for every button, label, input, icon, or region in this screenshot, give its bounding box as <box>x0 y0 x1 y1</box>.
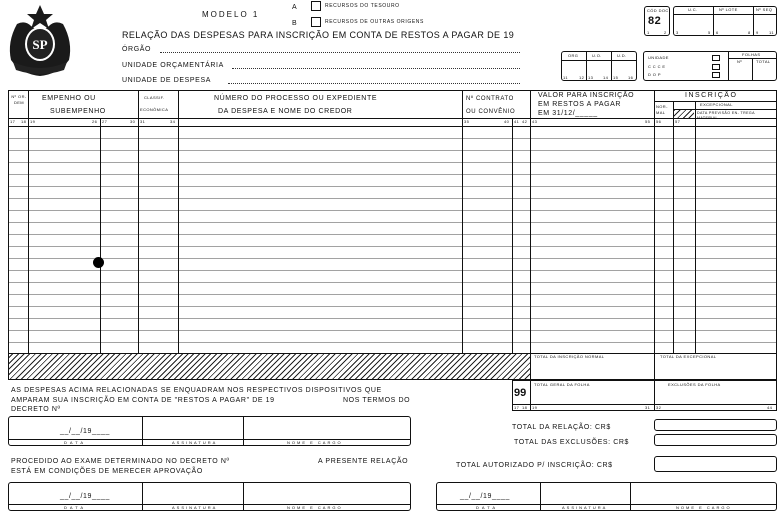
declaration-line-3: DECRETO Nº <box>11 406 61 413</box>
orgao-field[interactable] <box>160 52 520 53</box>
folhas-no-label: Nº <box>737 59 743 64</box>
signature-2-nome-cargo-label: NOME E CARGO <box>287 505 343 510</box>
org-num-13: 13 <box>588 75 594 80</box>
hatched-strip <box>9 353 530 379</box>
declaration-line-2b: NOS TERMOS DO <box>343 397 411 404</box>
procedure-line-1: PROCEDIDO AO EXAME DETERMINADO NO DECRETO Nº <box>11 458 230 465</box>
tg-num-31: 31 <box>645 405 651 410</box>
hole-punch <box>93 257 104 268</box>
total-relacao-field[interactable] <box>654 419 777 431</box>
col-data-previsao-header: DATA PREVISÃO EN- TREGA MATERIAL <box>697 111 755 120</box>
signature-2-assinatura-label: ASSINATURA <box>172 505 218 510</box>
tr-num-3: 3 <box>676 30 679 35</box>
seq-label: Nº SEQ <box>756 7 773 12</box>
modelo-label: MODELO 1 <box>202 10 260 19</box>
doc-code-num-2: 2 <box>664 30 667 35</box>
option-b-checkbox[interactable] <box>311 17 321 27</box>
signature-3-nome-cargo-label: NOME E CARGO <box>676 505 732 510</box>
tg-num-44: 44 <box>767 405 773 410</box>
option-b-label: RECURSOS DE OUTRAS ORIGENS <box>325 19 424 25</box>
unidade-orcamentaria-label: UNIDADE ORÇAMENTÁRIA <box>122 62 224 69</box>
total-exclusoes-label: TOTAL DAS EXCLUSÕES: CR$ <box>514 439 630 446</box>
ccce-checkbox[interactable] <box>712 64 720 70</box>
exclusoes-folha-field[interactable] <box>655 389 776 404</box>
col-num-40: 40 <box>504 119 510 124</box>
tg-num-17: 17 <box>514 405 520 410</box>
procedure-line-2: ESTÁ EM CONDIÇÕES DE MERECER APROVAÇÃO <box>11 468 203 475</box>
col-num-41: 41 <box>514 119 520 124</box>
excepcional-hatch <box>674 110 694 118</box>
folhas-label: FOLHAS <box>742 52 761 57</box>
declaration-line-1: AS DESPESAS ACIMA RELACIONADAS SE ENQUADRAM NOS RESPECTIVOS DISPOSITIVOS QUE <box>11 387 382 394</box>
entry-rows[interactable] <box>9 127 776 353</box>
exclusoes-folha-label: EXCLUSÕES DA FOLHA <box>668 382 721 387</box>
col-normal-header: NOR- MAL <box>656 104 668 115</box>
doc-code-value: 82 <box>648 15 662 27</box>
ud-label: U.D. <box>617 53 627 58</box>
form-title: RELAÇÃO DAS DESPESAS PARA INSCRIÇÃO EM CONTA DE RESTOS A PAGAR DE 19 <box>122 30 515 40</box>
declaration-line-2: AMPARAM SUA INSCRIÇÃO EM CONTA DE "RESTOS A PAGAR" DE 19 <box>11 397 275 404</box>
orgao-label: ÓRGÃO <box>122 46 152 53</box>
total-geral-field[interactable] <box>531 389 654 404</box>
code-99: 99 <box>514 387 527 399</box>
org-num-11: 11 <box>563 75 568 80</box>
signature-3-date: __/__/19____ <box>460 493 511 500</box>
option-a-checkbox[interactable] <box>311 1 321 11</box>
col-valor-header-1: VALOR PARA INSCRIÇÃO <box>538 92 635 99</box>
unidade-orcamentaria-field[interactable] <box>232 68 520 69</box>
col-num-27: 27 <box>102 119 108 124</box>
col-num-31: 31 <box>140 119 146 124</box>
col-valor-header-2: EM RESTOS A PAGAR <box>538 101 622 108</box>
uc-label: U.C. <box>688 7 698 12</box>
total-normal-label: TOTAL DA INSCRIÇÃO NORMAL <box>534 354 605 359</box>
col-num-34: 34 <box>170 119 176 124</box>
col-processo-header-2: DA DESPESA E NOME DO CREDOR <box>218 108 353 115</box>
org-num-14: 14 <box>603 75 609 80</box>
col-num-19: 19 <box>30 119 36 124</box>
col-classif-header-2: ECONÔMICA <box>140 107 169 112</box>
lote-label: Nº LOTE <box>719 7 738 12</box>
tr-num-9: 9 <box>756 30 759 35</box>
signature-1-date: __/__/19____ <box>60 428 111 435</box>
org-num-12: 12 <box>579 75 585 80</box>
option-a-letter: A <box>292 4 298 11</box>
total-excepcional-label: TOTAL DA EXCEPCIONAL <box>660 354 717 359</box>
total-autorizado-label: TOTAL AUTORIZADO P/ INSCRIÇÃO: CR$ <box>456 462 613 469</box>
col-num-26: 26 <box>92 119 98 124</box>
svg-text:SP: SP <box>32 37 48 52</box>
signature-3-assinatura-label: ASSINATURA <box>562 505 608 510</box>
col-contrato-header-1: Nº CONTRATO <box>466 96 514 102</box>
col-num-57: 57 <box>675 119 681 124</box>
signature-1-data-label: DATA <box>64 440 87 445</box>
col-contrato-header-2: OU CONVÊNIO <box>466 109 516 115</box>
col-num-30: 30 <box>130 119 136 124</box>
tg-num-19: 19 <box>532 405 538 410</box>
total-normal-field[interactable] <box>531 361 654 379</box>
col-num-17: 17 <box>10 119 16 124</box>
unidade-check-label: UNIDADE <box>648 55 669 60</box>
uo-label: U.O. <box>592 53 602 58</box>
signature-2-data-label: DATA <box>64 505 87 510</box>
col-num-35: 35 <box>464 119 470 124</box>
total-exclusoes-field[interactable] <box>654 434 777 446</box>
signature-1-nome-cargo-label: NOME E CARGO <box>287 440 343 445</box>
option-b-letter: B <box>292 20 298 27</box>
col-empenho-header-2: SUBEMPENHO <box>50 108 106 115</box>
unidade-despesa-label: UNIDADE DE DESPESA <box>122 77 211 84</box>
unidade-despesa-field[interactable] <box>228 83 520 84</box>
col-num-55: 55 <box>645 119 651 124</box>
col-num-43: 43 <box>532 119 538 124</box>
col-excepcional-header: EXCEPCIONAL <box>700 102 733 107</box>
org-label: ORG <box>568 53 579 58</box>
col-processo-header-1: NÚMERO DO PROCESSO OU EXPEDIENTE <box>214 95 378 102</box>
sao-paulo-coat-of-arms-icon <box>5 2 75 78</box>
tg-num-32: 32 <box>656 405 662 410</box>
signature-3-data-label: DATA <box>476 505 499 510</box>
col-classif-header-1: CLASSIF. <box>144 95 165 100</box>
col-num-56: 56 <box>656 119 662 124</box>
doc-code-label: CÓD DOC <box>647 8 669 13</box>
total-autorizado-field[interactable] <box>654 456 777 472</box>
uc-lote-seq-input[interactable] <box>674 15 776 30</box>
tr-num-8: 8 <box>748 30 751 35</box>
folhas-total-label: TOTAL <box>756 59 771 64</box>
signature-1-assinatura-label: ASSINATURA <box>172 440 218 445</box>
unidade-checkbox[interactable] <box>712 55 720 61</box>
total-excepcional-field[interactable] <box>655 361 776 379</box>
total-geral-label: TOTAL GERAL DA FOLHA <box>534 382 590 387</box>
total-relacao-label: TOTAL DA RELAÇÃO: CR$ <box>512 424 611 431</box>
col-valor-header-3: EM 31/12/_____ <box>538 110 598 117</box>
tg-num-18: 18 <box>522 405 528 410</box>
tr-num-11: 11 <box>769 30 774 35</box>
col-ordem-header: Nº OR- DEM <box>11 94 27 105</box>
doc-code-num-1: 1 <box>647 30 650 35</box>
option-a-label: RECURSOS DO TESOURO <box>325 3 400 9</box>
tr-num-5: 5 <box>708 30 711 35</box>
procedure-line-1b: A PRESENTE RELAÇÃO <box>318 458 409 465</box>
col-inscricao-header: INSCRIÇÃO <box>685 92 738 99</box>
org-num-15: 15 <box>613 75 619 80</box>
tr-num-6: 6 <box>716 30 719 35</box>
ccce-label: C C C E <box>648 64 666 69</box>
org-num-16: 16 <box>628 75 634 80</box>
col-num-42: 42 <box>522 119 528 124</box>
dop-label: D O P <box>648 72 661 77</box>
dop-checkbox[interactable] <box>712 72 720 78</box>
col-empenho-header-1: EMPENHO OU <box>42 95 96 102</box>
col-num-18: 18 <box>21 119 27 124</box>
signature-2-date: __/__/19____ <box>60 493 111 500</box>
